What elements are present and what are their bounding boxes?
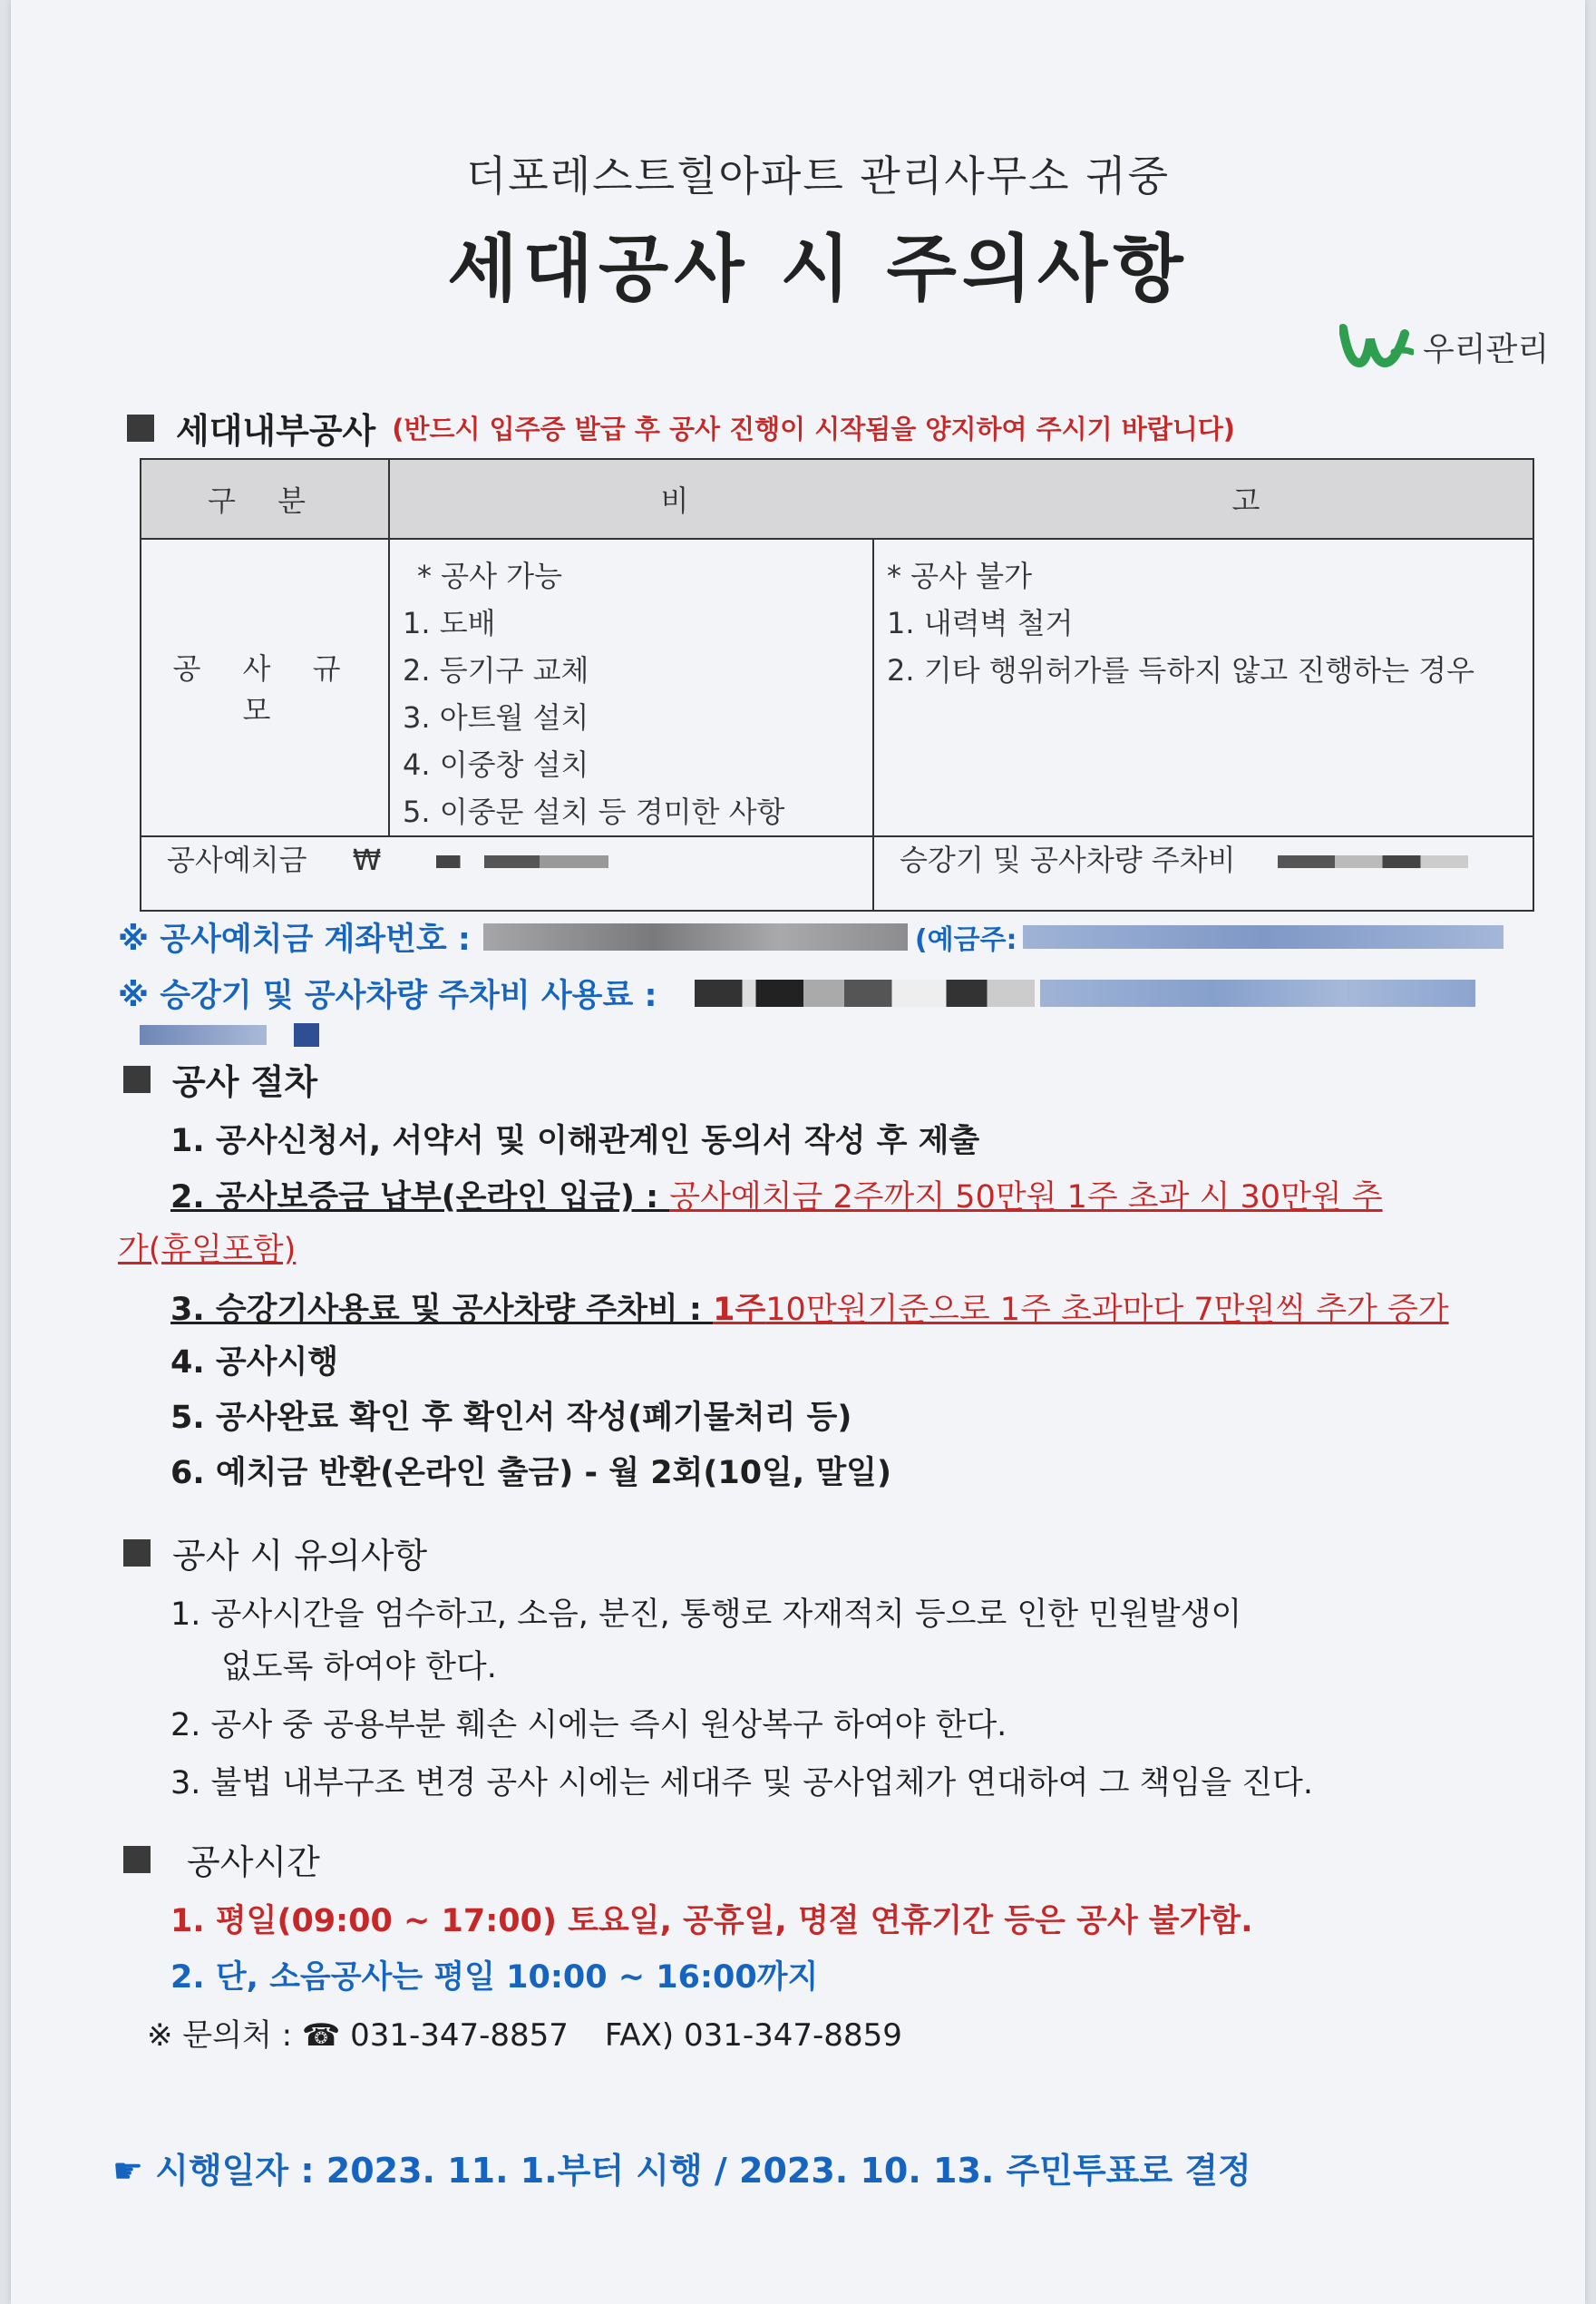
precaution-1: 1. 공사시간을 엄수하고, 소음, 분진, 통행로 자재적치 등으로 인한 민원발생이 <box>170 1596 1242 1633</box>
deposit-label: 공사예치금 <box>167 843 307 877</box>
square-bullet-icon <box>123 1846 151 1873</box>
procedure-step-3 <box>170 1284 1449 1330</box>
list-item: 2. 기타 행위허가를 득하지 않고 진행하는 경우 <box>887 653 1474 688</box>
work-hours-rule-1: 1. 평일(09:00 ~ 17:00) 토요일, 공휴일, 명절 연휴기간 등은 공사 불가함. <box>170 1903 1253 1939</box>
logo-mark-icon <box>1339 321 1414 372</box>
section-title: 공사 시 유의사항 <box>172 1536 428 1576</box>
construction-scope-table <box>140 458 1534 912</box>
procedure-step-6: 6. 예치금 반환(온라인 출금) - 월 2회(10일, 말일) <box>170 1455 891 1491</box>
logo-text: 우리관리 <box>1423 330 1550 368</box>
procedure-step-2-continued <box>118 1225 296 1270</box>
section-title: 공사시간 <box>187 1842 320 1882</box>
table-header-category: 구 분 <box>141 459 389 539</box>
effective-date: ☛ 시행일자 : 2023. 11. 1.부터 시행 / 2023. 10. 13. 주민투표로 결정 <box>112 2151 1251 2191</box>
allowed-work-title: * 공사 가능 <box>417 559 562 593</box>
work-hours-rule-2: 2. 단, 소음공사는 평일 10:00 ~ 16:00까지 <box>170 1959 819 1996</box>
allowed-work-cell <box>389 539 873 836</box>
section-heading-work-hours <box>123 1834 320 1884</box>
step2-prefix: 2. 공사보증금 납부(온라인 입금) : <box>170 1179 670 1215</box>
list-item: 3. 아트월 설치 <box>403 700 589 735</box>
section-heading-precautions <box>123 1528 427 1577</box>
table-category-scale: 공 사 규 모 <box>141 539 389 836</box>
deposit-account-label: ※ 공사예치금 계좌번호 : <box>118 922 471 958</box>
section-heading-interior-work <box>127 403 1235 453</box>
section-note: (반드시 입주증 발급 후 공사 진행이 시작됨을 양지하여 주시기 바랍니다) <box>392 414 1236 444</box>
list-item: 2. 등기구 교체 <box>403 653 589 688</box>
document-subtitle: 더포레스트힐아파트 관리사무소 귀중 <box>465 151 1171 200</box>
table-header-remarks: 비 고 <box>389 459 1533 539</box>
document-title: 세대공사 시 주의사항 <box>447 227 1189 311</box>
forbidden-work-title: * 공사 불가 <box>887 559 1032 593</box>
redacted-account-number <box>483 923 908 951</box>
currency-symbol: ₩ <box>352 843 382 877</box>
redacted-fee-account <box>1040 980 1475 1007</box>
redacted-continuation <box>140 1023 319 1047</box>
fee-account-label: ※ 승강기 및 공사차량 주차비 사용료 : <box>118 978 657 1014</box>
phone-number: 031-347-8857 <box>350 2017 569 2054</box>
parking-fee-cell <box>873 836 1533 911</box>
contact-line <box>147 2010 902 2055</box>
forbidden-work-cell <box>873 539 1533 836</box>
deposit-account-line <box>118 914 1504 960</box>
step3-condition: 10만원기준으로 1주 초과마다 7만원씩 추가 증가 <box>765 1292 1449 1328</box>
section-title: 세대내부공사 <box>176 411 376 451</box>
parking-fee-label: 승강기 및 공사차량 주차비 <box>900 843 1236 877</box>
square-bullet-icon <box>127 415 154 442</box>
deposit-amount-cell <box>141 836 873 911</box>
list-item: 4. 이중창 설치 <box>403 747 589 782</box>
fax-number: FAX) 031-347-8859 <box>604 2017 902 2054</box>
step2-condition: 공사예치금 2주까지 50만원 1주 초과 시 30만원 추 <box>669 1179 1383 1215</box>
precaution-1-continued: 없도록 하여야 한다. <box>221 1649 497 1685</box>
section-title: 공사 절차 <box>172 1062 318 1102</box>
section-heading-procedure <box>123 1054 317 1104</box>
company-logo <box>1339 319 1549 374</box>
procedure-step-5: 5. 공사완료 확인 후 확인서 작성(폐기물처리 등) <box>170 1400 852 1436</box>
step3-prefix: 3. 승강기사용료 및 공사차량 주차비 : <box>170 1292 714 1328</box>
depositor-label: (예금주: <box>914 924 1017 956</box>
step3-bold: 1주 <box>713 1292 766 1328</box>
redacted-amount <box>1278 855 1468 868</box>
precaution-2: 2. 공사 중 공용부분 훼손 시에는 즉시 원상복구 하여야 한다. <box>170 1707 1007 1743</box>
procedure-step-1: 1. 공사신청서, 서약서 및 이해관계인 동의서 작성 후 제출 <box>170 1123 980 1159</box>
procedure-step-2 <box>170 1172 1383 1217</box>
fee-account-line <box>118 971 1475 1016</box>
procedure-step-4: 4. 공사시행 <box>170 1344 339 1381</box>
list-item: 5. 이중문 설치 등 경미한 사항 <box>403 795 785 829</box>
square-bullet-icon <box>123 1539 151 1567</box>
precaution-3: 3. 불법 내부구조 변경 공사 시에는 세대주 및 공사업체가 연대하여 그 책임을 진다. <box>170 1765 1313 1801</box>
document-page <box>11 0 1585 2304</box>
redacted-amount <box>436 855 608 868</box>
contact-prefix: ※ 문의처 : ☎ <box>147 2017 351 2054</box>
list-item: 1. 도배 <box>403 606 496 640</box>
list-item: 1. 내력벽 철거 <box>887 606 1074 640</box>
square-bullet-icon <box>123 1066 151 1093</box>
step2-condition-continued: 가(휴일포함) <box>118 1232 297 1268</box>
redacted-depositor <box>1023 925 1504 949</box>
redacted-fee-amount <box>695 980 1035 1007</box>
